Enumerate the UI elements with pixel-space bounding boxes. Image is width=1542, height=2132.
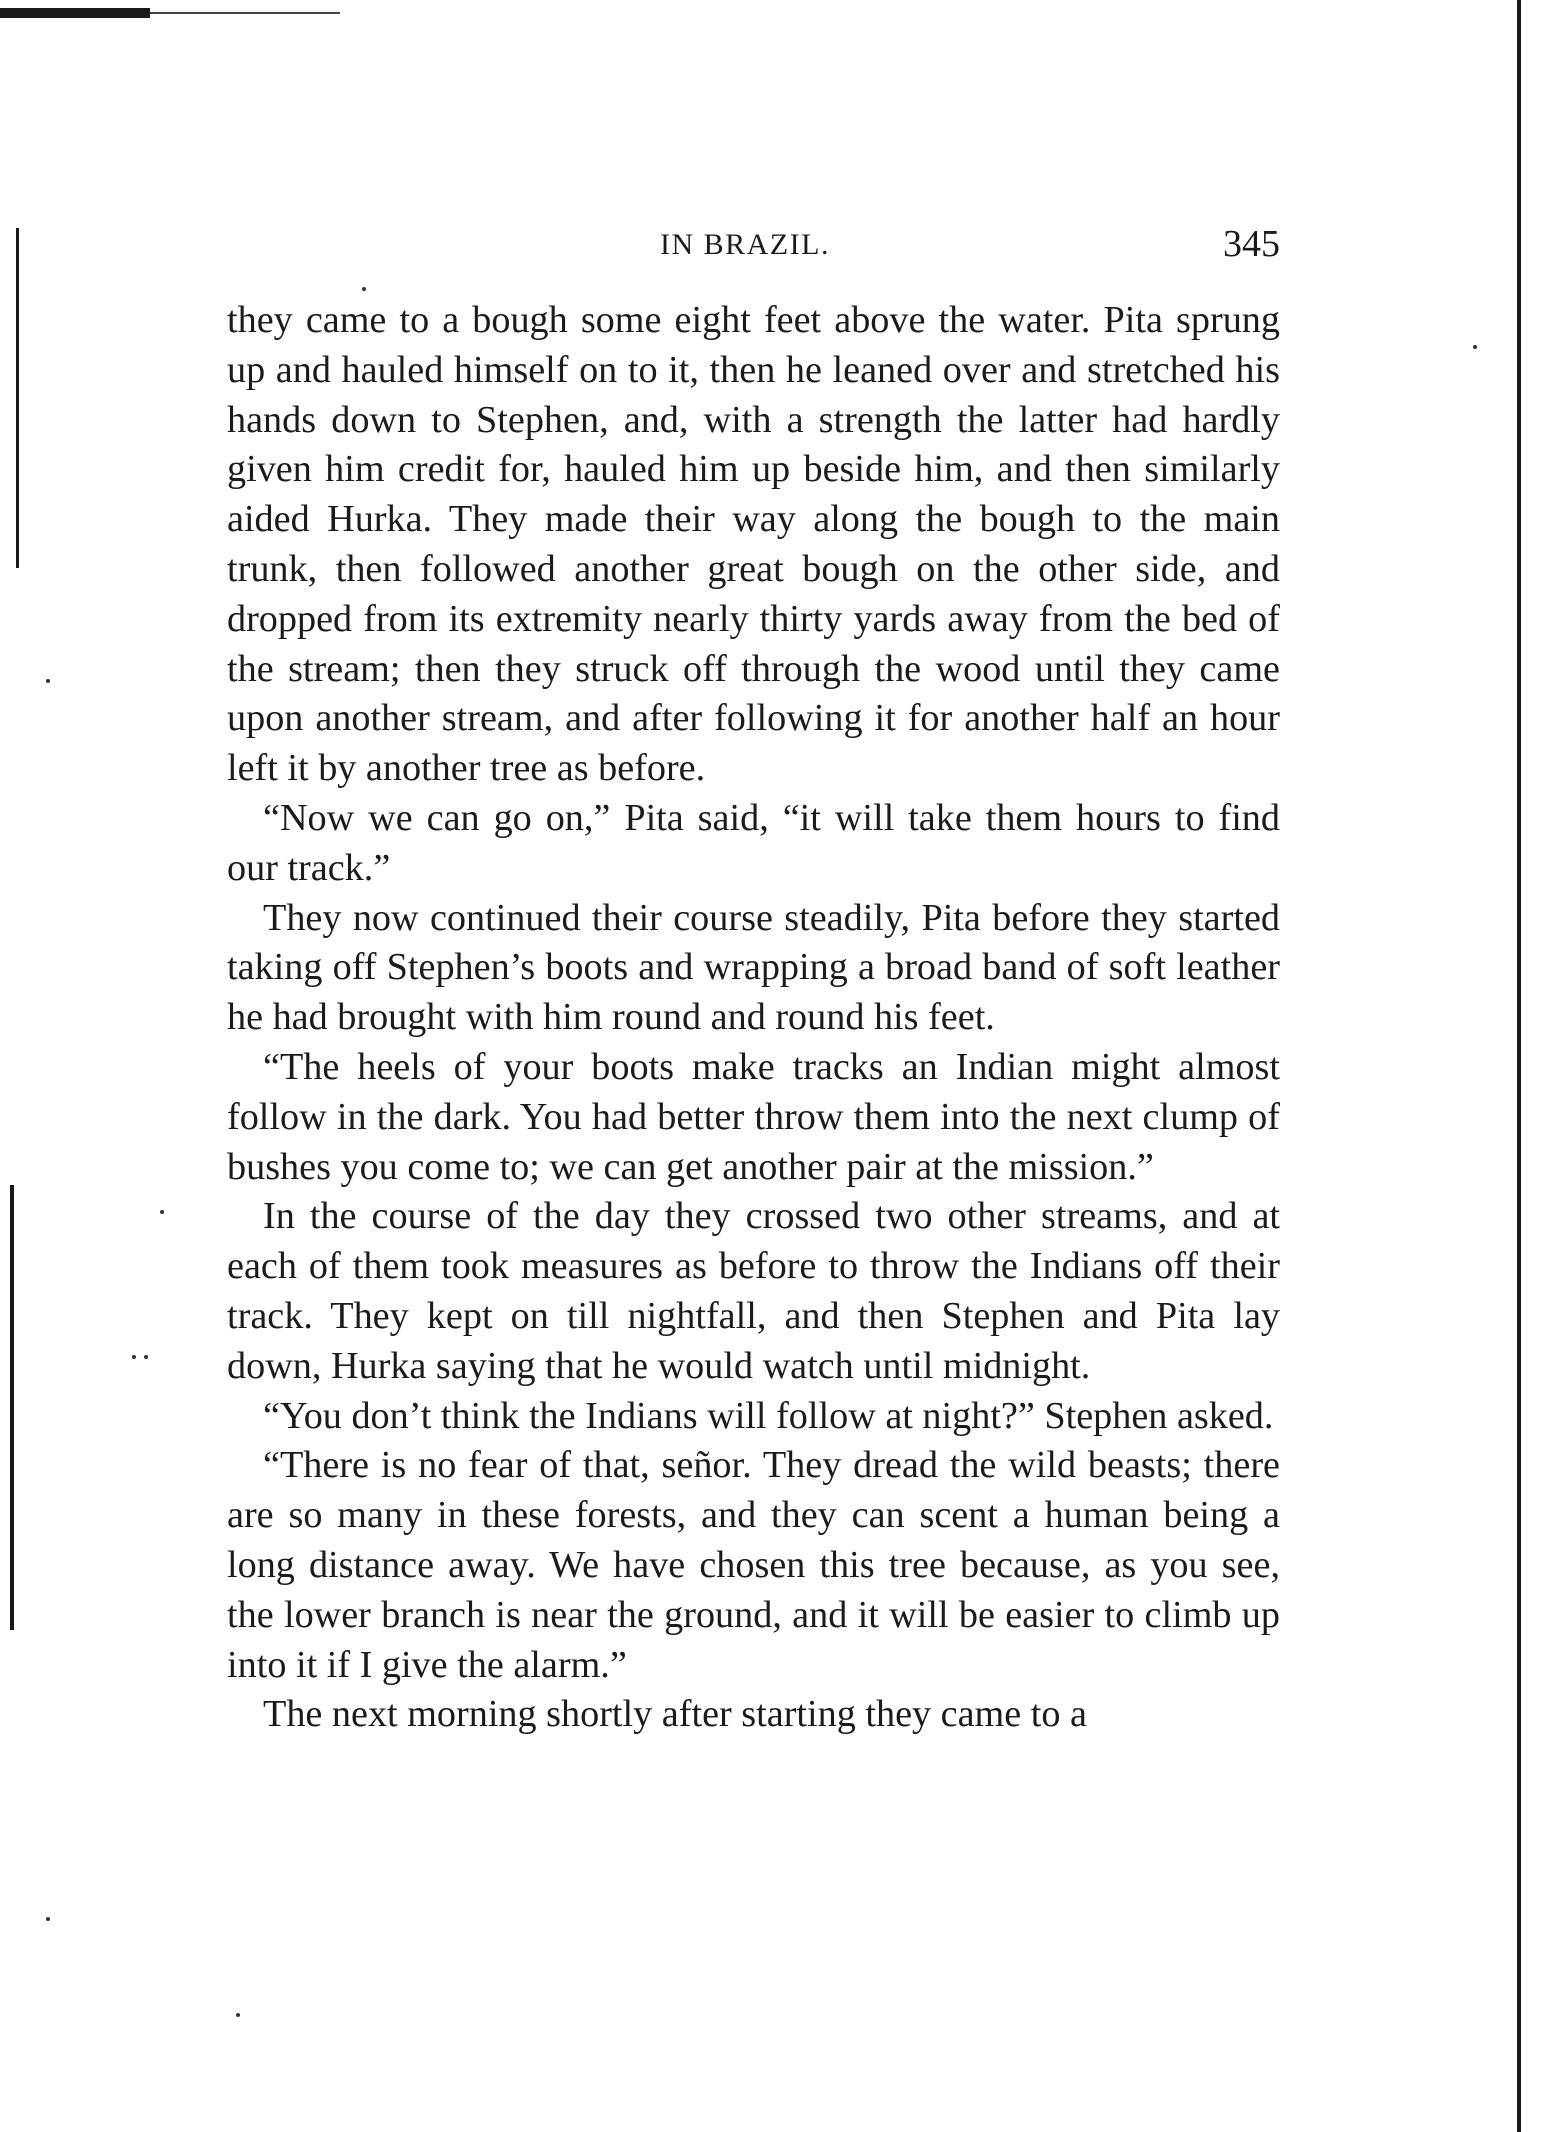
scan-speck bbox=[132, 1355, 136, 1359]
scan-speck bbox=[144, 1355, 148, 1359]
scan-speck bbox=[1473, 345, 1477, 349]
paragraph: “You don’t think the Indians will follow at night?” Stephen asked. bbox=[263, 1394, 1274, 1437]
scan-speck bbox=[46, 1917, 50, 1921]
body-text bbox=[227, 296, 1280, 1740]
scan-speck bbox=[46, 679, 50, 683]
scan-edge-left-lower bbox=[10, 1185, 14, 1630]
scan-speck bbox=[160, 1210, 164, 1214]
paragraph: They now continued their course steadily, Pita before they started taking off Stephen’s boots and wrapping a broad band of soft leather he had brought with him round and round his feet. bbox=[227, 896, 1280, 1039]
scan-speck bbox=[362, 287, 366, 291]
paragraph: they came to a bough some eight feet above the water. Pita sprung up and hauled himself on to it, then he leaned over and stretched his hands down to Stephen, and, with a strength the latter had hardly given him credit for, hauled him up beside him, and then similarly aided Hurka. They made their way along the bough to the main trunk, then followed another great bough on the other side, and dropped from its extremity nearly thirty yards away from the bed of the stream; then they struck off through the wood until they came upon another stream, and after following it for another half an hour left it by another tree as before. bbox=[227, 299, 1280, 790]
scan-edge-right bbox=[1517, 0, 1521, 2132]
paragraph: “Now we can go on,” Pita said, “it will take them hours to find our track.” bbox=[227, 796, 1280, 889]
paragraph: “The heels of your boots make tracks an Indian might almost follow in the dark. You had better throw them into the next clump of bushes you come to; we can get another pair at the mission.” bbox=[227, 1045, 1280, 1188]
paragraph: In the course of the day they crossed two other streams, and at each of them took measures as before to throw the Indians off their track. They kept on till nightfall, and then Stephen and Pita lay down, Hurka saying that he would watch until midnight. bbox=[227, 1195, 1280, 1387]
scan-edge-top-left bbox=[0, 8, 150, 18]
paragraph: “There is no fear of that, señor. They dread the wild beasts; there are so many in these forests, and they can scent a human being a long distance away. We have chosen this tree because, as you see, the lower branch is near the ground, and it will be easier to climb up into it if I give the alarm.” bbox=[227, 1444, 1280, 1686]
scan-speck bbox=[236, 2013, 240, 2017]
scan-edge-left-upper bbox=[16, 228, 19, 568]
running-title: IN BRAZIL. bbox=[660, 228, 830, 261]
page-header bbox=[227, 222, 1280, 272]
paragraph: The next morning shortly after starting they came to a bbox=[263, 1693, 1087, 1736]
scan-edge-top-left-thin bbox=[150, 12, 340, 14]
page-number: 345 bbox=[1223, 223, 1280, 265]
